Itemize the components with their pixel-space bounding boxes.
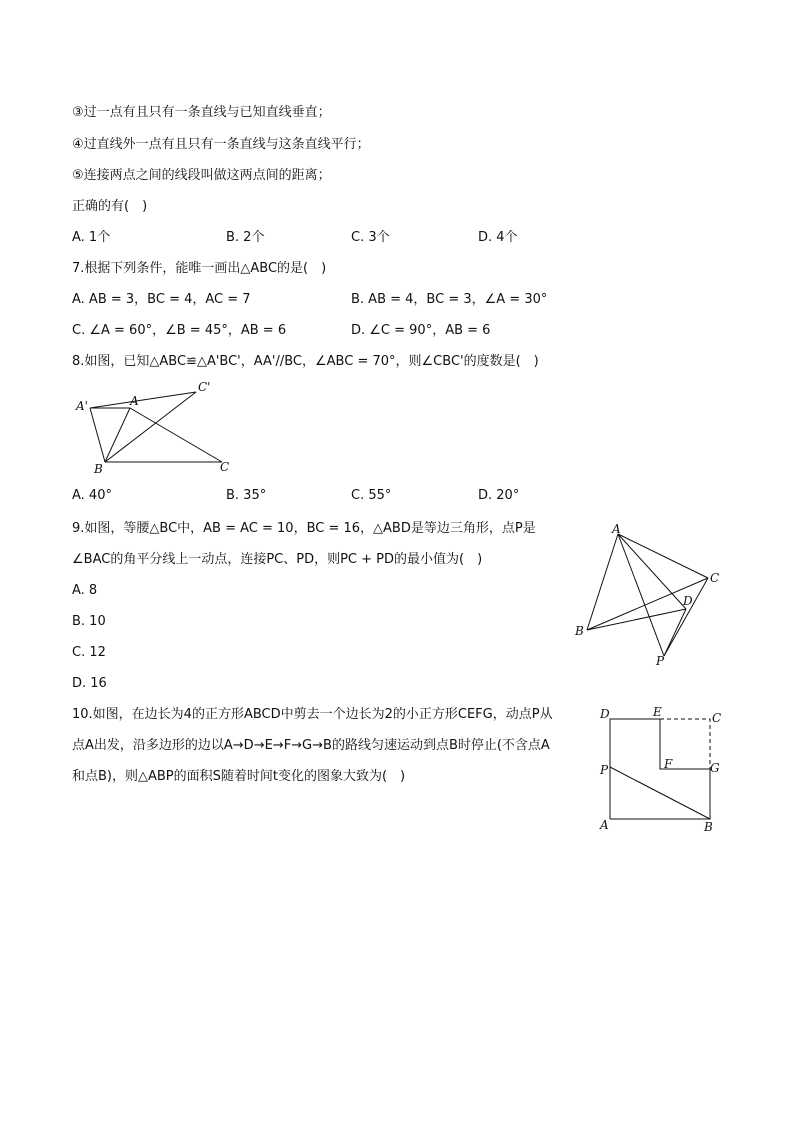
question-8-stem: 8.如图，已知△ABC≌△A'BC'，AA'//BC，∠ABC = 70°，则∠CBC'的度数是( ): [72, 354, 539, 369]
q7-option-c: C. ∠A = 60°，∠B = 45°，AB = 6: [72, 323, 287, 338]
q8-option-d: D. 20°: [478, 488, 520, 503]
q9-seg-P-C: [664, 578, 708, 656]
q8-label-A1: A': [76, 399, 88, 413]
q9-label-C: C: [710, 571, 720, 585]
question-10-stem-line2: 点A出发，沿多边形的边以A→D→E→F→G→B的路线匀速运动到点B时停止(不含点A: [72, 738, 550, 753]
q7-option-d: D. ∠C = 90°，AB = 6: [351, 323, 491, 338]
statement-5: ⑤连接两点之间的线段叫做这两点间的距离；: [72, 168, 331, 183]
q8-seg-B-C1: [105, 392, 196, 462]
q8-label-C1: C': [198, 380, 211, 394]
q6-option-a: A. 1个: [72, 230, 111, 245]
q10-seg-P-B: [610, 767, 710, 819]
question-9-stem-line2: ∠BAC的角平分线上一动点，连接PC、PD，则PC + PD的最小值为( ): [72, 552, 483, 567]
q8-seg-A1-C1: [90, 392, 196, 408]
q9-seg-A-D: [618, 534, 686, 609]
q9-seg-A-P: [618, 534, 664, 656]
q8-label-C: C: [220, 460, 230, 474]
q6-option-d: D. 4个: [478, 230, 518, 245]
q6-option-b: B. 2个: [226, 230, 265, 245]
q8-seg-B-A: [105, 408, 130, 462]
q9-option-a: A. 8: [72, 583, 98, 598]
q10-label-G: G: [710, 761, 720, 775]
q8-figure: [70, 378, 250, 478]
q9-label-A: A: [612, 522, 621, 536]
q10-label-F: F: [664, 757, 673, 771]
q10-polygon-ADEFGB: [610, 719, 710, 819]
statement-3: ③过一点有且只有一条直线与已知直线垂直；: [72, 105, 331, 120]
q8-label-B: B: [94, 462, 103, 476]
q9-label-B: B: [575, 624, 584, 638]
q9-label-D: D: [683, 594, 693, 608]
q8-seg-A1-B: [90, 408, 105, 462]
q10-label-E: E: [653, 705, 662, 719]
q6-option-c: C. 3个: [351, 230, 390, 245]
q10-label-P: P: [600, 763, 609, 777]
q10-label-D: D: [600, 707, 610, 721]
statement-4: ④过直线外一点有且只有一条直线与这条直线平行；: [72, 137, 370, 152]
question-10-stem-line1: 10.如图，在边长为4的正方形ABCD中剪去一个边长为2的小正方形CEFG，动点P从: [72, 707, 553, 722]
q9-seg-B-D: [587, 609, 686, 630]
q8-option-c: C. 55°: [351, 488, 392, 503]
q9-label-P: P: [656, 654, 665, 668]
q7-option-a: A. AB = 3，BC = 4，AC = 7: [72, 292, 251, 307]
q9-seg-A-C: [618, 534, 708, 578]
q9-option-c: C. 12: [72, 645, 106, 660]
q8-option-b: B. 35°: [226, 488, 267, 503]
question-9-stem-line1: 9.如图，等腰△BC中，AB = AC = 10，BC = 16，△ABD是等边三角形，点P是: [72, 521, 536, 536]
question-10-stem-line3: 和点B)，则△ABP的面积S随着时间t变化的图象大致为( ): [72, 769, 406, 784]
q8-seg-A-C: [130, 408, 222, 462]
q9-seg-A-B: [587, 534, 618, 630]
q8-label-A: A: [130, 394, 139, 408]
question-6-stem: 正确的有( ): [72, 199, 148, 214]
q9-seg-P-D: [664, 609, 686, 656]
q10-label-B: B: [704, 820, 713, 834]
q10-label-A: A: [600, 818, 609, 832]
q10-figure: [594, 704, 734, 834]
q10-label-C: C: [712, 711, 722, 725]
question-7-stem: 7.根据下列条件，能唯一画出△ABC的是( ): [72, 261, 327, 276]
q7-option-b: B. AB = 4，BC = 3，∠A = 30°: [351, 292, 548, 307]
q8-option-a: A. 40°: [72, 488, 112, 503]
q9-figure: [572, 518, 732, 668]
q9-option-d: D. 16: [72, 676, 107, 691]
q9-option-b: B. 10: [72, 614, 106, 629]
